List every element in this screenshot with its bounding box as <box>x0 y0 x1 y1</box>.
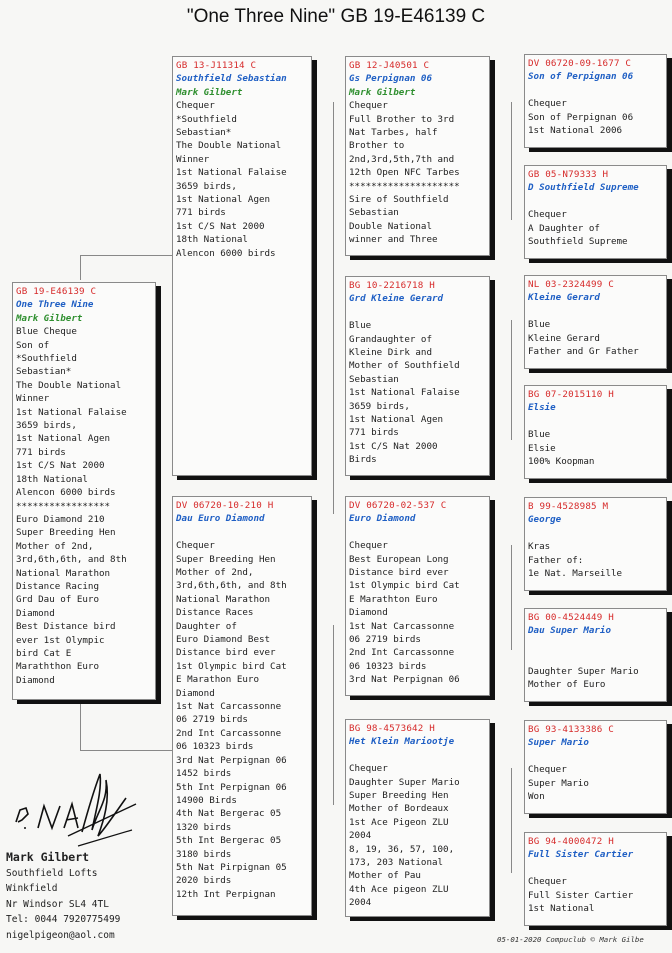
connector-line <box>511 102 512 220</box>
pedigree-box-dam-dam <box>345 719 490 917</box>
description-line: E Marathton Euro <box>349 593 438 605</box>
pedigree-box-sss <box>524 54 667 148</box>
description-line: 3659 birds, <box>176 180 237 192</box>
description-line: 5th Int Bergerac 05 <box>176 835 282 847</box>
bird-name: Super Mario <box>528 737 589 749</box>
bird-name: Het Klein Mariootje <box>349 736 455 748</box>
footer-credit: 05-01-2020 Compuclub © Mark Gilbe <box>497 935 644 944</box>
connector-line <box>511 768 512 873</box>
description-line: The Double National <box>16 379 122 391</box>
owner-address-line: Nr Windsor SL4 4TL <box>6 898 109 910</box>
description-line: 1320 birds <box>176 821 232 833</box>
description-line: Super Mario <box>528 777 589 789</box>
description-line: 3rd Nat Perpignan 06 <box>176 754 287 766</box>
description-line: 2nd Int Carcassonne <box>176 727 282 739</box>
description-line: Super Breeding Hen <box>349 790 449 802</box>
bird-description <box>528 540 663 580</box>
description-line: 1st National 2006 <box>528 125 623 137</box>
description-line: 1st C/S Nat 2000 <box>349 440 438 452</box>
owner-address-line: Winkfield <box>6 883 58 894</box>
description-line: 771 birds <box>176 207 226 219</box>
bird-description <box>16 325 152 687</box>
description-line: Chequer <box>528 209 567 221</box>
description-line: 1st National <box>528 903 595 915</box>
connector-line <box>80 255 81 280</box>
breeder-name: Mark Gilbert <box>349 86 416 98</box>
description-line: Daughter Super Mario <box>528 665 639 677</box>
connector-line <box>511 545 512 650</box>
description-line: bird Cat E <box>16 647 72 659</box>
owner-address-line: Southfield Lofts <box>6 867 98 879</box>
bird-name: Dau Super Mario <box>528 625 611 637</box>
description-line: 3659 birds, <box>16 420 77 432</box>
description-line: 3rd,6th,6th, and 8th <box>16 554 127 566</box>
description-line: Distance Racing <box>16 580 99 592</box>
ring-number: B 99-4528985 M <box>528 501 609 512</box>
description-line: Chequer <box>528 764 567 776</box>
description-line: Sebastian <box>349 373 399 385</box>
description-line: Daughter of <box>176 620 237 632</box>
description-line: 100% Koopman <box>528 456 595 468</box>
owner-name: Mark Gilbert <box>6 850 90 864</box>
bird-name: Euro Diamond <box>349 513 416 525</box>
bird-description <box>349 539 486 686</box>
pedigree-box-dss <box>524 497 667 591</box>
description-line: 173, 203 National <box>349 857 444 869</box>
bird-description <box>528 875 663 915</box>
description-line: Sebastian* <box>176 127 232 139</box>
description-line: Diamond <box>16 674 55 686</box>
ring-number: DV 06720-02-537 C <box>349 500 447 511</box>
ring-number: BG 07-2015110 H <box>528 389 614 400</box>
description-line: 3659 birds, <box>349 400 410 412</box>
ring-number: NL 03-2324499 C <box>528 279 614 290</box>
bird-description <box>349 762 486 909</box>
bird-name: Gs Perpignan 06 <box>349 73 432 85</box>
description-line: Won <box>528 791 545 803</box>
description-line: Winner <box>16 393 50 405</box>
description-line: Nat Tarbes, half <box>349 127 438 139</box>
description-line: 2020 birds <box>176 875 232 887</box>
description-line: Blue Cheque <box>16 326 77 338</box>
description-line: 4th Nat Bergerac 05 <box>176 808 282 820</box>
ring-number: BG 94-4000472 H <box>528 836 614 847</box>
description-line: Kleine Gerard <box>528 332 600 344</box>
description-line: Mother of 2nd, <box>176 567 254 579</box>
bird-description <box>528 97 663 137</box>
description-line: Blue <box>528 429 551 441</box>
bird-description <box>528 665 663 692</box>
description-line: 12th Open NFC Tarbes <box>349 167 460 179</box>
connector-line <box>80 255 173 256</box>
description-line: Blue <box>528 319 551 331</box>
description-line: 1st National Falaise <box>176 167 287 179</box>
description-line: 1st Ace Pigeon ZLU <box>349 816 449 828</box>
description-line: Full Sister Cartier <box>528 889 634 901</box>
connector-line <box>333 102 334 514</box>
description-line: Super Breeding Hen <box>176 553 276 565</box>
breeder-name: Mark Gilbert <box>176 86 243 98</box>
description-line: Best European Long <box>349 553 449 565</box>
bird-description <box>349 99 486 246</box>
description-line: 06 10323 birds <box>349 660 427 672</box>
bird-name: Kleine Gerard <box>528 292 600 304</box>
description-line: Brother to <box>349 140 405 152</box>
description-line: 06 2719 birds <box>176 714 248 726</box>
description-line: Son of <box>16 339 50 351</box>
pedigree-box-dds <box>524 720 667 814</box>
description-line: Grandaughter of <box>349 333 432 345</box>
ring-number: GB 05-N79333 H <box>528 169 609 180</box>
description-line: 1st Nat Carcassonne <box>176 701 282 713</box>
description-line: 5th Int Perpignan 06 <box>176 781 287 793</box>
description-line: Father and Gr Father <box>528 346 639 358</box>
description-line: Mother of Euro <box>528 679 606 690</box>
description-line: 8, 19, 36, 57, 100, <box>349 843 455 855</box>
description-line: 1st National Falaise <box>349 387 460 399</box>
bird-name: Grd Kleine Gerard <box>349 293 444 305</box>
description-line: Southfield Supreme <box>528 236 628 248</box>
description-line: Mother of Bordeaux <box>349 803 449 815</box>
description-line: Chequer <box>528 876 567 888</box>
description-line: 3180 birds <box>176 848 232 860</box>
bird-name: Son of Perpignan 06 <box>528 71 634 83</box>
connector-line <box>511 320 512 440</box>
ring-number: DV 06720-09-1677 C <box>528 58 632 69</box>
bird-description <box>528 208 663 248</box>
description-line: Son of Perpignan 06 <box>528 111 634 123</box>
description-line: Chequer <box>176 540 215 552</box>
description-line: The Double National <box>176 140 282 152</box>
description-line: Alencon 6000 birds <box>16 487 116 499</box>
ring-number: DV 06720-10-210 H <box>176 500 274 511</box>
description-line: Kras <box>528 541 551 553</box>
ring-number: GB 19-E46139 C <box>16 286 97 297</box>
description-line: Euro Diamond 210 <box>16 513 105 525</box>
bird-name: Full Sister Cartier <box>528 849 634 861</box>
description-line: E Marathon Euro <box>176 674 259 686</box>
ring-number: GB 12-J40501 C <box>349 60 430 71</box>
description-line: Kleine Dirk and <box>349 347 432 359</box>
bird-description <box>176 99 308 260</box>
bird-name: George <box>528 514 562 526</box>
description-line: Chequer <box>349 763 388 775</box>
connector-line <box>333 625 334 805</box>
description-line: *Southfield <box>16 353 77 365</box>
description-line: Elsie <box>528 442 556 454</box>
description-line: Double National <box>349 220 432 232</box>
ring-number: GB 13-J11314 C <box>176 60 257 71</box>
pedigree-box-sire-dam <box>345 276 490 476</box>
description-line: National Marathon <box>16 567 111 579</box>
connector-line <box>80 700 81 750</box>
pedigree-box-dam-sire <box>345 496 490 696</box>
description-line: ***************** <box>16 500 111 512</box>
description-line: 2004 <box>349 897 372 909</box>
description-line: Diamond <box>16 607 55 619</box>
description-line: 3rd Nat Perpignan 06 <box>349 674 460 686</box>
description-line: 4th Ace pigeon ZLU <box>349 883 449 895</box>
pedigree-title: "One Three Nine" GB 19-E46139 C <box>186 6 486 27</box>
description-line: 5th Nat Pirpignan 05 <box>176 861 287 873</box>
description-line: Mother of 2nd, <box>16 540 94 552</box>
description-line: 3rd,6th,6th, and 8th <box>176 580 287 592</box>
description-line: National Marathon <box>176 593 271 605</box>
description-line: Distance bird ever <box>176 647 276 659</box>
description-line: Birds <box>349 454 377 466</box>
description-line: 2nd,3rd,5th,7th and <box>349 153 455 165</box>
ring-number: BG 98-4573642 H <box>349 723 435 734</box>
description-line: winner and Three <box>349 234 438 246</box>
ring-number: BG 10-2216718 H <box>349 280 435 291</box>
description-line: 18th National <box>16 473 88 485</box>
description-line: Chequer <box>349 100 388 112</box>
pedigree-box-ssd <box>524 165 667 259</box>
description-line: 1st National Agen <box>349 414 444 426</box>
bird-name: Dau Euro Diamond <box>176 513 265 525</box>
description-line: 1st Nat Carcassonne <box>349 620 455 632</box>
description-line: 1st Olympic bird Cat <box>349 580 460 592</box>
description-line: Mother of Pau <box>349 870 421 882</box>
bird-name: Southfield Sebastian <box>176 73 287 85</box>
description-line: 771 birds <box>349 427 399 439</box>
description-line: Maraththon Euro <box>16 661 99 673</box>
bird-description <box>528 318 663 358</box>
description-line: Winner <box>176 153 210 165</box>
description-line: Chequer <box>528 98 567 110</box>
description-line: 14900 Birds <box>176 794 237 806</box>
description-line: Distance Races <box>176 607 254 619</box>
description-line: Father of: <box>528 554 584 566</box>
ring-number: BG 93-4133386 C <box>528 724 614 735</box>
description-line: 1st C/S Nat 2000 <box>16 460 105 472</box>
description-line: Best Distance bird <box>16 621 116 633</box>
description-line: Chequer <box>176 100 215 112</box>
description-line: 1st National Agen <box>16 433 111 445</box>
owner-contact <box>6 850 120 943</box>
pedigree-box-dsd <box>524 608 667 702</box>
description-line: Super Breeding Hen <box>16 527 116 539</box>
bird-name: Elsie <box>528 402 556 414</box>
ring-number: BG 00-4524449 H <box>528 612 614 623</box>
description-line: 1e Nat. Marseille <box>528 568 623 580</box>
description-line: Sebastian* <box>16 366 72 378</box>
description-line: 1st Olympic bird Cat <box>176 660 287 672</box>
description-line: A Daughter of <box>528 222 600 234</box>
description-line: Chequer <box>349 540 388 552</box>
bird-description <box>349 319 486 466</box>
description-line: 06 10323 birds <box>176 741 254 753</box>
description-line: 1st National Falaise <box>16 406 127 418</box>
pedigree-box-sdd <box>524 385 667 479</box>
description-line: 2nd Int Carcassonne <box>349 647 455 659</box>
description-line: 1st C/S Nat 2000 <box>176 220 265 232</box>
description-line: Diamond <box>176 687 215 699</box>
pedigree-box-ddd <box>524 832 667 926</box>
description-line: ******************** <box>349 180 460 192</box>
bird-description <box>528 428 663 468</box>
connector-line <box>80 750 173 751</box>
bird-description <box>528 763 663 803</box>
description-line: 771 birds <box>16 446 66 458</box>
owner-phone: Tel: 0044 7920775499 <box>6 914 121 925</box>
description-line: 1st National Agen <box>176 194 271 206</box>
bird-description <box>176 539 308 901</box>
description-line: 06 2719 birds <box>349 634 421 646</box>
description-line: Daughter Super Mario <box>349 776 460 788</box>
pedigree-box-sds <box>524 275 667 369</box>
description-line: Diamond <box>349 607 388 619</box>
description-line: Sire of Southfield <box>349 194 449 206</box>
description-line: Distance bird ever <box>349 567 449 579</box>
description-line: Alencon 6000 birds <box>176 247 276 259</box>
owner-email: nigelpigeon@aol.com <box>6 929 115 941</box>
pedigree-box-dam <box>172 496 312 916</box>
description-line: 18th National <box>176 234 248 246</box>
handwritten-signature <box>8 770 148 855</box>
description-line: 2004 <box>349 830 372 842</box>
description-line: Mother of Southfield <box>349 360 460 372</box>
bird-name: D Southfield Supreme <box>528 182 639 194</box>
description-line: Euro Diamond Best <box>176 634 271 646</box>
description-line: Sebastian <box>349 207 399 219</box>
breeder-name: Mark Gilbert <box>16 312 83 324</box>
pedigree-box-subject <box>12 282 156 700</box>
description-line: 1452 birds <box>176 768 232 780</box>
pedigree-box-sire <box>172 56 312 476</box>
description-line: Blue <box>349 320 372 332</box>
description-line: *Southfield <box>176 113 237 125</box>
pedigree-box-sire-sire <box>345 56 490 256</box>
description-line: Full Brother to 3rd <box>349 113 455 125</box>
description-line: 12th Int Perpignan <box>176 888 276 900</box>
bird-name: One Three Nine <box>16 299 94 311</box>
description-line: Grd Dau of Euro <box>16 594 99 606</box>
description-line: ever 1st Olympic <box>16 634 105 646</box>
